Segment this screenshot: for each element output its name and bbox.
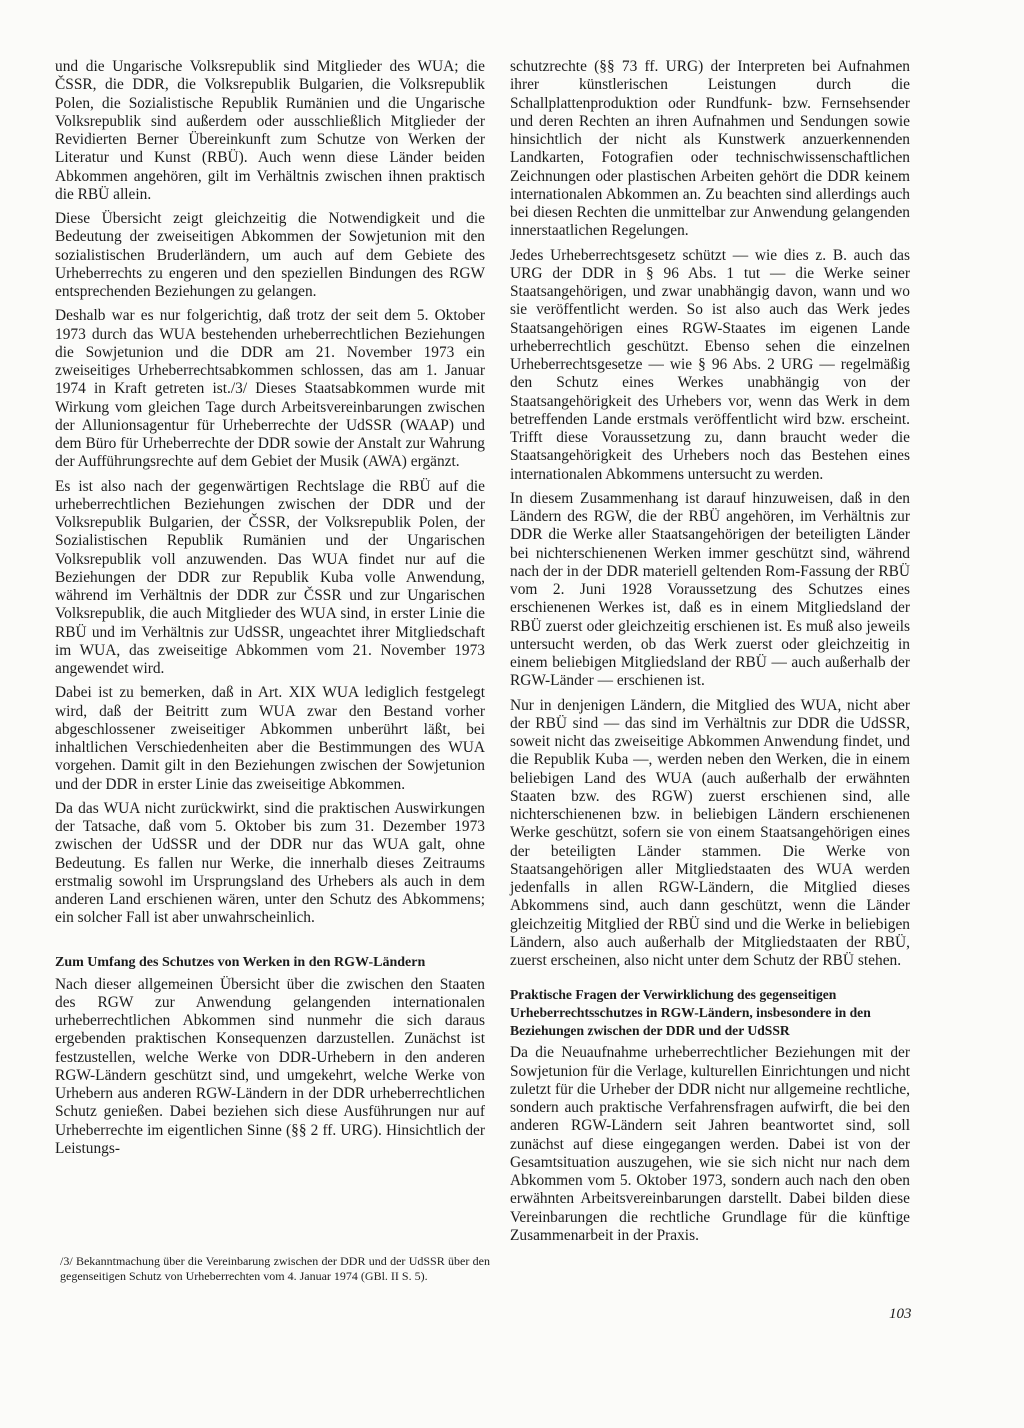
paragraph: Da das WUA nicht zurückwirkt, sind die praktischen Auswirkungen der Tatsache, daß vom 5. Oktober bis zum 31. Dezember 1973 zwischen der UdSSR und der DDR nur das WUA galt, ohne Bedeutung. Es fallen nur Werke, die innerhalb dieses Zeitraums erstmalig sowohl im Ursprungsland des Urhebers als auch in dem anderen Land erschienen wären, unter den Schutz des Abkommens; ein solcher Fall ist aber unwahrscheinlich. <box>55 799 485 927</box>
paragraph: Jedes Urheberrechtsgesetz schützt — wie dies z. B. auch das URG der DDR in § 96 Abs. 1 tut — die Werke seiner Staatsangehörigen, und zwar unabhängig davon, wann und wo sie veröffentlicht werden. So ist also auch das Werk jedes Staatsangehörigen eines RGW-Staates im eigenen Lande urheberrechtlich geschützt. Ebenso sehen die einzelnen Urheberrechtsgesetze — wie § 96 Abs. 2 URG — regelmäßig den Schutz eines Werkes unabhängig von der Staatsangehörigkeit des Urhebers vor, wenn das Werk in dem betreffenden Lande erstmals veröffentlicht wird bzw. erscheint. Trifft diese Voraussetzung zu, dann braucht weder die Staatsangehörigkeit des Urhebers noch das Bestehen eines internationalen Abkommens untersucht zu werden. <box>510 246 910 483</box>
paragraph: Nach dieser allgemeinen Übersicht über die zwischen den Staaten des RGW zur Anwendung gelangenden internationalen urheberrechtlichen Abkommen sind nunmehr die sich daraus ergebenden praktischen Konsequenzen darzustellen. Zunächst ist festzustellen, welche Werke von DDR-Urhebern in den anderen RGW-Ländern geschützt sind, und umgekehrt, welche Werke von Urhebern aus anderen RGW-Ländern in der DDR urheberrechtlichen Schutz genießen. Dabei beziehen sich diese Ausführungen nur auf Urheberrechte im eigentlichen Sinne (§§ 2 ff. URG). Hinsichtlich der Leistungs- <box>55 975 485 1157</box>
paragraph: Da die Neuaufnahme urheberrechtlicher Beziehungen mit der Sowjetunion für die Verlage, kulturellen Einrichtungen und nicht zuletzt für die Urheber der DDR nicht nur allgemeine rechtliche, sondern auch praktische Verfahrensfragen aufwirft, die bei den anderen RGW-Ländern seit Jahren beantwortet sind, soll zunächst auf diese eingegangen werden. Dabei ist von der Gesamtsituation auszugehen, wie sie sich nicht nur nach dem Abkommen vom 5. Oktober 1973, sondern auch nach den oben erwähnten Arbeitsvereinbarungen darstellt. Dabei bilden diese Vereinbarungen die rechtliche Grundlage für die künftige Zusammenarbeit in der Praxis. <box>510 1044 910 1244</box>
paragraph: schutzrechte (§§ 73 ff. URG) der Interpreten bei Aufnahmen ihrer künstlerischen Leistungen durch die Schallplattenproduktion oder Rundfunk- bzw. Fernsehsender und deren Rechten an ihren Aufnahmen und Sendungen sowie hinsichtlich der nicht als Kunstwerk anzuerkennenden Landkarten, Fotografien oder technischwissenschaftlichen Zeichnungen oder plastischen Arbeiten gehört die DDR keinem internationalen Abkommen an. Zu beachten sind allerdings auch bei diesen Rechten die unmittelbar zur Anwendung gelangenden innerstaatlichen Regelungen. <box>510 58 910 240</box>
paragraph: Deshalb war es nur folgerichtig, daß trotz der seit dem 5. Oktober 1973 durch das WUA bestehenden urheberrechtlichen Beziehungen die Sowjetunion und die DDR am 21. November 1973 ein zweiseitiges Urheberrechtsabkommen schlossen, das am 1. Januar 1974 in Kraft getreten ist./3/ Dieses Staatsabkommen wurde mit Wirkung vom gleichen Tage durch Arbeitsvereinbarungen zwischen der Allunionsagentur für Urheberrechte der UdSSR (WAAP) und dem Büro für Urheberrechte der DDR sowie der Anstalt zur Wahrung der Aufführungsrechte auf dem Gebiet der Musik (AWA) ergänzt. <box>55 307 485 471</box>
paragraph: Dabei ist zu bemerken, daß in Art. XIX WUA lediglich festgelegt wird, daß der Beitritt zum WUA zwar den Bestand vorher abgeschlossener zweiseitiger Abkommen unberührt läßt, bei inhaltlichen Verschiedenheiten aber die Bestimmungen des WUA vorgehen. Damit gilt in den Beziehungen zwischen der Sowjetunion und der DDR in erster Linie das zweiseitige Abkommen. <box>55 684 485 793</box>
paragraph: In diesem Zusammenhang ist darauf hinzuweisen, daß in den Ländern des RGW, die der RBÜ angehören, im Verhältnis zur DDR die Werke aller Staatsangehörigen der beteiligten Länder bei nichterschienenen Werken immer geschützt sind, während nach der in der DDR materiell geltenden Rom-Fassung der RBÜ vom 2. Juni 1928 Voraussetzung des Schutzes eines erschienenen Werkes ist, daß es in einem Mitgliedsland der RBÜ zuerst oder gleichzeitig erschienen ist. Es muß also jeweils untersucht werden, ob das Werk zuerst oder gleichzeitig in einem beliebigen Mitgliedsland der RBÜ — auch außerhalb der RGW-Länder — erschienen ist. <box>510 489 910 690</box>
footnote: /3/ Bekanntmachung über die Vereinbarung zwischen der DDR und der UdSSR über den gegenseitigen Schutz von Urheberrechten vom 4. Januar 1974 (GBl. II S. 5). <box>60 1254 490 1283</box>
paragraph: Diese Übersicht zeigt gleichzeitig die Notwendigkeit und die Bedeutung der zweiseitigen Abkommen der Sowjetunion mit den sozialistischen Bruderländern, um auch auf dem Gebiete des Urheberrechts zu engeren und den speziellen Bindungen des RGW entsprechenden Beziehungen zu gelangen. <box>55 210 485 300</box>
page-number: 103 <box>889 1306 912 1322</box>
right-column <box>510 58 910 1251</box>
paragraph: und die Ungarische Volksrepublik sind Mitglieder des WUA; die ČSSR, die DDR, die Volksrepublik Bulgarien, die Volksrepublik Polen, die Sozialistische Republik Rumänien und die Ungarische Volksrepublik sind außerdem oder ausschließlich Mitglieder der Revidierten Berner Übereinkunft zum Schutze von Werken der Literatur und Kunst (RBÜ). Auch wenn diese Länder beiden Abkommen angehören, gilt im Verhältnis zwischen ihnen praktisch die RBÜ allein. <box>55 58 485 203</box>
section-heading: Praktische Fragen der Verwirklichung des gegenseitigen Urheberrechtsschutzes in RGW-Ländern, insbesondere in den Beziehungen zwischen der DDR und der UdSSR <box>510 987 871 1039</box>
paragraph: Nur in denjenigen Ländern, die Mitglied des WUA, nicht aber der RBÜ sind — das sind im Verhältnis zur DDR die UdSSR, soweit nicht das zweiseitige Abkommen Anwendung findet, und die Republik Kuba —, werden neben den Werken, die in einem beliebigen Land des WUA (auch außerhalb der erwähnten Staaten bzw. des RGW) zuerst erschienen sind, alle nichterschienenen bzw. in beliebigen Ländern erschienenen Werke geschützt, sofern sie von einem Staatsangehörigen eines der beteiligten Länder stammen. Die Werke von Staatsangehörigen aller Mitgliedstaaten des WUA werden jedenfalls in allen RGW-Ländern, die Mitglied dieses Abkommens sind, auch dann geschützt, wenn die Länder gleichzeitig Mitglied der RBÜ sind und die Werke in beliebigen Ländern, also auch außerhalb der Mitgliedstaaten der RBÜ, zuerst erscheinen, also nicht unter dem Schutz der RBÜ stehen. <box>510 696 910 969</box>
paragraph: Es ist also nach der gegenwärtigen Rechtslage die RBÜ auf die urheberrechtlichen Beziehungen zwischen der DDR und der Volksrepublik Bulgarien, der ČSSR, der Volksrepublik Polen, der Sozialistischen Republik Rumänien und der Ungarischen Volksrepublik voll anzuwenden. Das WUA findet nur auf die Beziehungen der DDR zur Republik Kuba volle Anwendung, während im Verhältnis der DDR zur ČSSR und zur Ungarischen Volksrepublik, die auch Mitglieder des WUA sind, in erster Linie die RBÜ und im Verhältnis zur UdSSR, ungeachtet ihrer Mitgliedschaft im WUA, das zweiseitige Abkommen vom 21. November 1973 angewendet wird. <box>55 477 485 677</box>
section-heading: Zum Umfang des Schutzes von Werken in den RGW-Ländern <box>55 954 426 970</box>
left-column <box>55 58 485 1164</box>
